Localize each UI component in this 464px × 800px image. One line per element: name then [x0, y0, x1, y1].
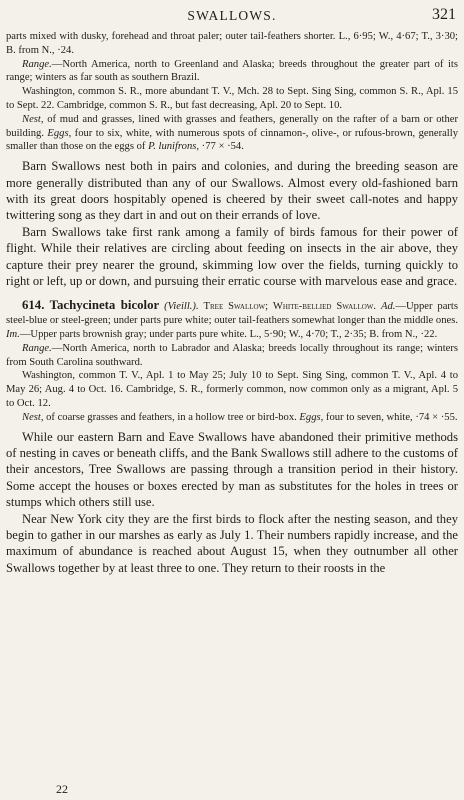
dates-note: Washington, common S. R., more abundant T. V., Mch. 28 to Sept. Sing Sing, common S. R., Apl. 15 to Sept. 22. Cambridge, common S. R., but fast decreasing, Apl. 20 to Sept. 10. — [6, 86, 458, 111]
eggs-label: Eggs, — [47, 127, 72, 139]
description-continued: parts mixed with dusky, forehead and throat paler; outer tail-feathers shorter. L., 6·95; W., 4·67; T., 3·30; B. from N., ·24. — [6, 31, 458, 56]
species-entry — [6, 299, 458, 341]
species-eggs-label: Eggs, — [299, 411, 324, 423]
range-text: —North America, north to Greenland and Alaska; breeds throughout the greater part of its range; winters as far south as southern Brazil. — [6, 58, 458, 84]
page-number: 321 — [432, 6, 456, 23]
paragraph-3: While our eastern Barn and Eave Swallows have abandoned their primitive methods of nesting in caves or beneath cliffs, and the Bank Swallows still adhere to the customs of their ancestors, Tree Swallows are passing through a transition period in their history. Some accept the houses or boxes erected by man as substitutes for the holes in trees or stumps which others still use. — [6, 429, 458, 510]
immature-text: —Upper parts brownish gray; under parts pure white. L., 5·90; W., 4·70; T., 2·35; B. from N., ·22. — [19, 329, 438, 341]
paragraph-4: Near New York city they are the first birds to flock after the nesting season, and they begin to gather in our marshes as early as July 1. Their numbers rapidly increase, and the maximum of abundance is reached about August 15, when they outnumber all other Swallows together by at least three to one. They return to their roosts in the — [6, 511, 458, 575]
signature-mark: 22 — [56, 782, 68, 796]
range-note — [6, 58, 458, 86]
species-common-name: Tree Swallow; White-bellied Swallow. — [203, 301, 377, 313]
species-nest-text-2: four to seven, white, ·74 × ·55. — [323, 411, 458, 423]
page-header — [6, 6, 458, 30]
species-author: (Vieill.). — [164, 301, 199, 313]
nest-text-3: ·77 × ·54. — [199, 141, 244, 153]
adult-text: —Upper parts steel-blue or steel-green; under parts pure white; outer tail-feathers somewhat longer than the middle ones. — [6, 301, 458, 327]
species-dates-note: Washington, common T. V., Apl. 1 to May 25; July 10 to Sept. Sing Sing, common T. V., Apl. 4 to May 26; Aug. 4 to Oct. 16. Cambridge, S. R., formerly common, now common only as a migrant, Apl. 5 to Oct. 12. — [6, 370, 458, 409]
species-nest-text-1: of coarse grasses and feathers, in a hollow tree or bird-box. — [43, 411, 300, 423]
nest-note — [6, 113, 458, 154]
nest-text-2: four to six, white, with numerous spots of cinnamon-, olive-, or rufous-brown, generally smaller than those on the eggs of — [6, 127, 458, 153]
species-ref: P. lunifrons, — [148, 141, 200, 153]
adult-label: Ad. — [380, 301, 396, 313]
species-range-label: Range. — [22, 342, 52, 354]
species-nest-note — [6, 411, 458, 425]
species-nest-label: Nest, — [22, 411, 44, 423]
species-range-note — [6, 342, 458, 370]
nest-text-1: of mud and grasses, lined with grasses and feathers, generally on the rafter of a barn or other building. — [6, 113, 458, 139]
species-range-text: —North America, north to Labrador and Alaska; breeds locally throughout its range; winters from South Carolina southward. — [6, 342, 458, 368]
paragraph-2: Barn Swallows take first rank among a family of birds famous for their power of flight. While their relatives are circling about feeding on insects in the air above, they capture their prey nearer the ground, skimming low over the fields, turning quickly to right or left, up or down, and pursuing their erratic course with marvelous ease and grace. — [6, 224, 458, 289]
paragraph-1: Barn Swallows nest both in pairs and colonies, and during the breeding season are more generally distributed than any of our Swallows. Almost every old-fashioned barn with its great doors hospitably opened is cheered by their sweet call-notes and happy twittering song as they dart in and out on their errands of love. — [6, 159, 458, 223]
immature-label: Im. — [6, 329, 20, 341]
range-label: Range. — [22, 58, 52, 70]
running-title: SWALLOWS. — [187, 8, 277, 23]
nest-label: Nest, — [22, 113, 44, 125]
species-number-name: 614. Tachycineta bicolor — [22, 298, 160, 313]
